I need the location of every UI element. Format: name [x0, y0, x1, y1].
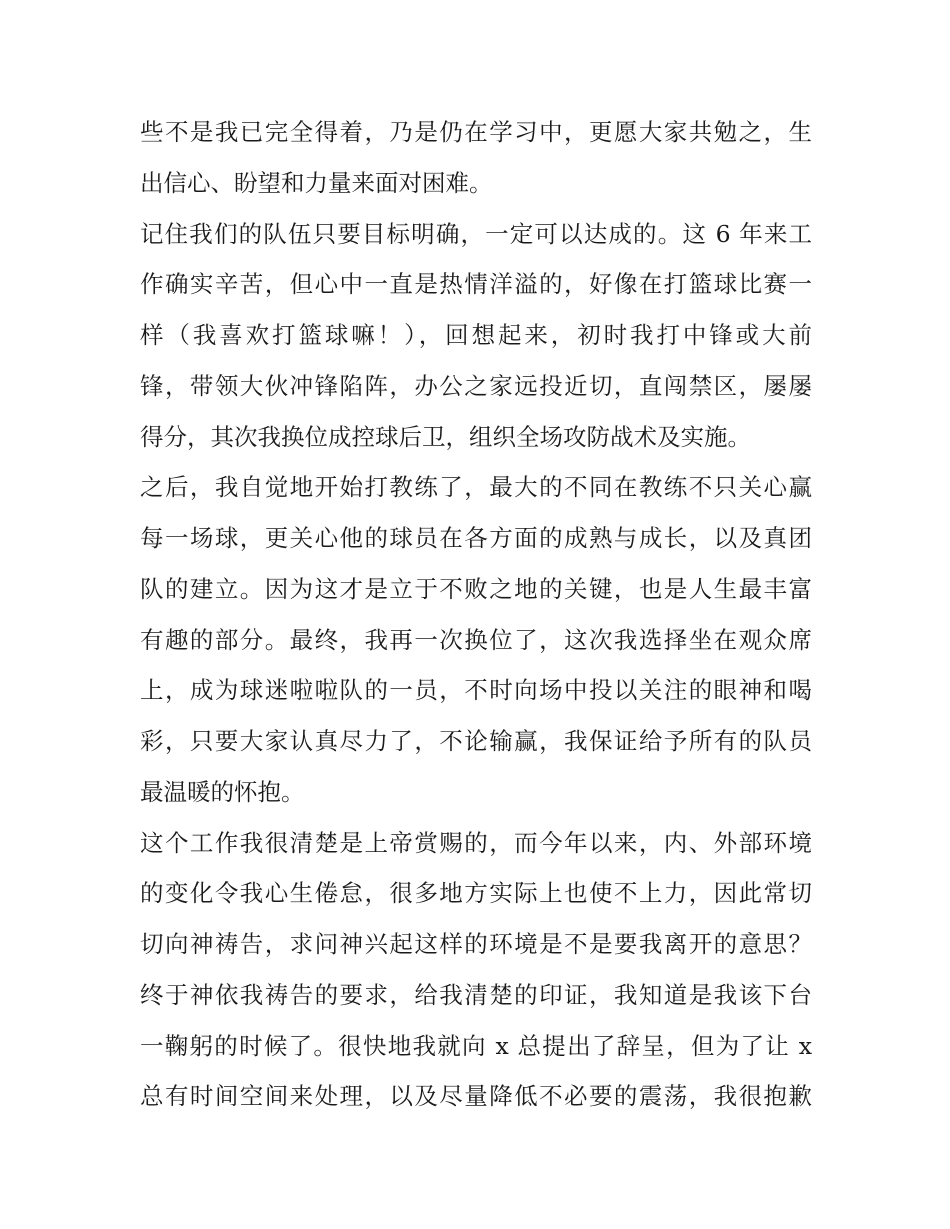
- text-line: 出信心、盼望和力量来面对困难。: [140, 168, 493, 197]
- text-line: 样（我喜欢打篮球嘛！），回想起来，初时我打中锋或大前: [140, 321, 812, 349]
- text-line: 最温暖的怀抱。: [140, 777, 305, 806]
- text-line: 这个工作我很清楚是上帝赏赐的，而今年以来，内、外部环境: [140, 828, 812, 857]
- text-line: 彩，只要大家认真尽力了，不论输赢，我保证给予所有的队员: [140, 727, 812, 755]
- text-line: 一鞠躬的时候了。很快地我就向 x 总提出了辞呈，但为了让 x: [140, 1031, 812, 1060]
- text-line: 作确实辛苦，但心中一直是热情洋溢的，好像在打篮球比赛一: [140, 270, 812, 299]
- text-line: 锋，带领大伙冲锋陷阵，办公之家远投近切，直闯禁区，屡屡: [140, 371, 812, 400]
- text-line: 每一场球，更关心他的球员在各方面的成熟与成长，以及真团: [140, 524, 812, 552]
- text-line: 上，成为球迷啦啦队的一员，不时向场中投以关注的眼神和喝: [140, 676, 812, 705]
- text-line: 终于神依我祷告的要求，给我清楚的印证，我知道是我该下台: [140, 980, 812, 1009]
- text-line: 记住我们的队伍只要目标明确，一定可以达成的。这 6 年来工: [140, 219, 812, 248]
- text-line: 得分，其次我换位成控球后卫，组织全场攻防战术及实施。: [140, 422, 751, 451]
- text-line: 之后，我自觉地开始打教练了，最大的不同在教练不只关心赢: [140, 473, 812, 502]
- text-line: 队的建立。因为这才是立于不败之地的关键，也是人生最丰富: [140, 574, 812, 603]
- text-line: 的变化令我心生倦怠，很多地方实际上也使不上力，因此常切: [140, 879, 812, 908]
- text-line: 有趣的部分。最终，我再一次换位了，这次我选择坐在观众席: [140, 625, 812, 654]
- text-line: 总有时间空间来处理，以及尽量降低不必要的震荡，我很抱歉: [140, 1082, 812, 1111]
- body-text: [140, 107, 812, 1122]
- text-line: 切向神祷告，求问神兴起这样的环境是不是要我离开的意思？: [140, 930, 812, 958]
- text-line: 些不是我已完全得着，乃是仍在学习中，更愿大家共勉之，生: [140, 118, 812, 146]
